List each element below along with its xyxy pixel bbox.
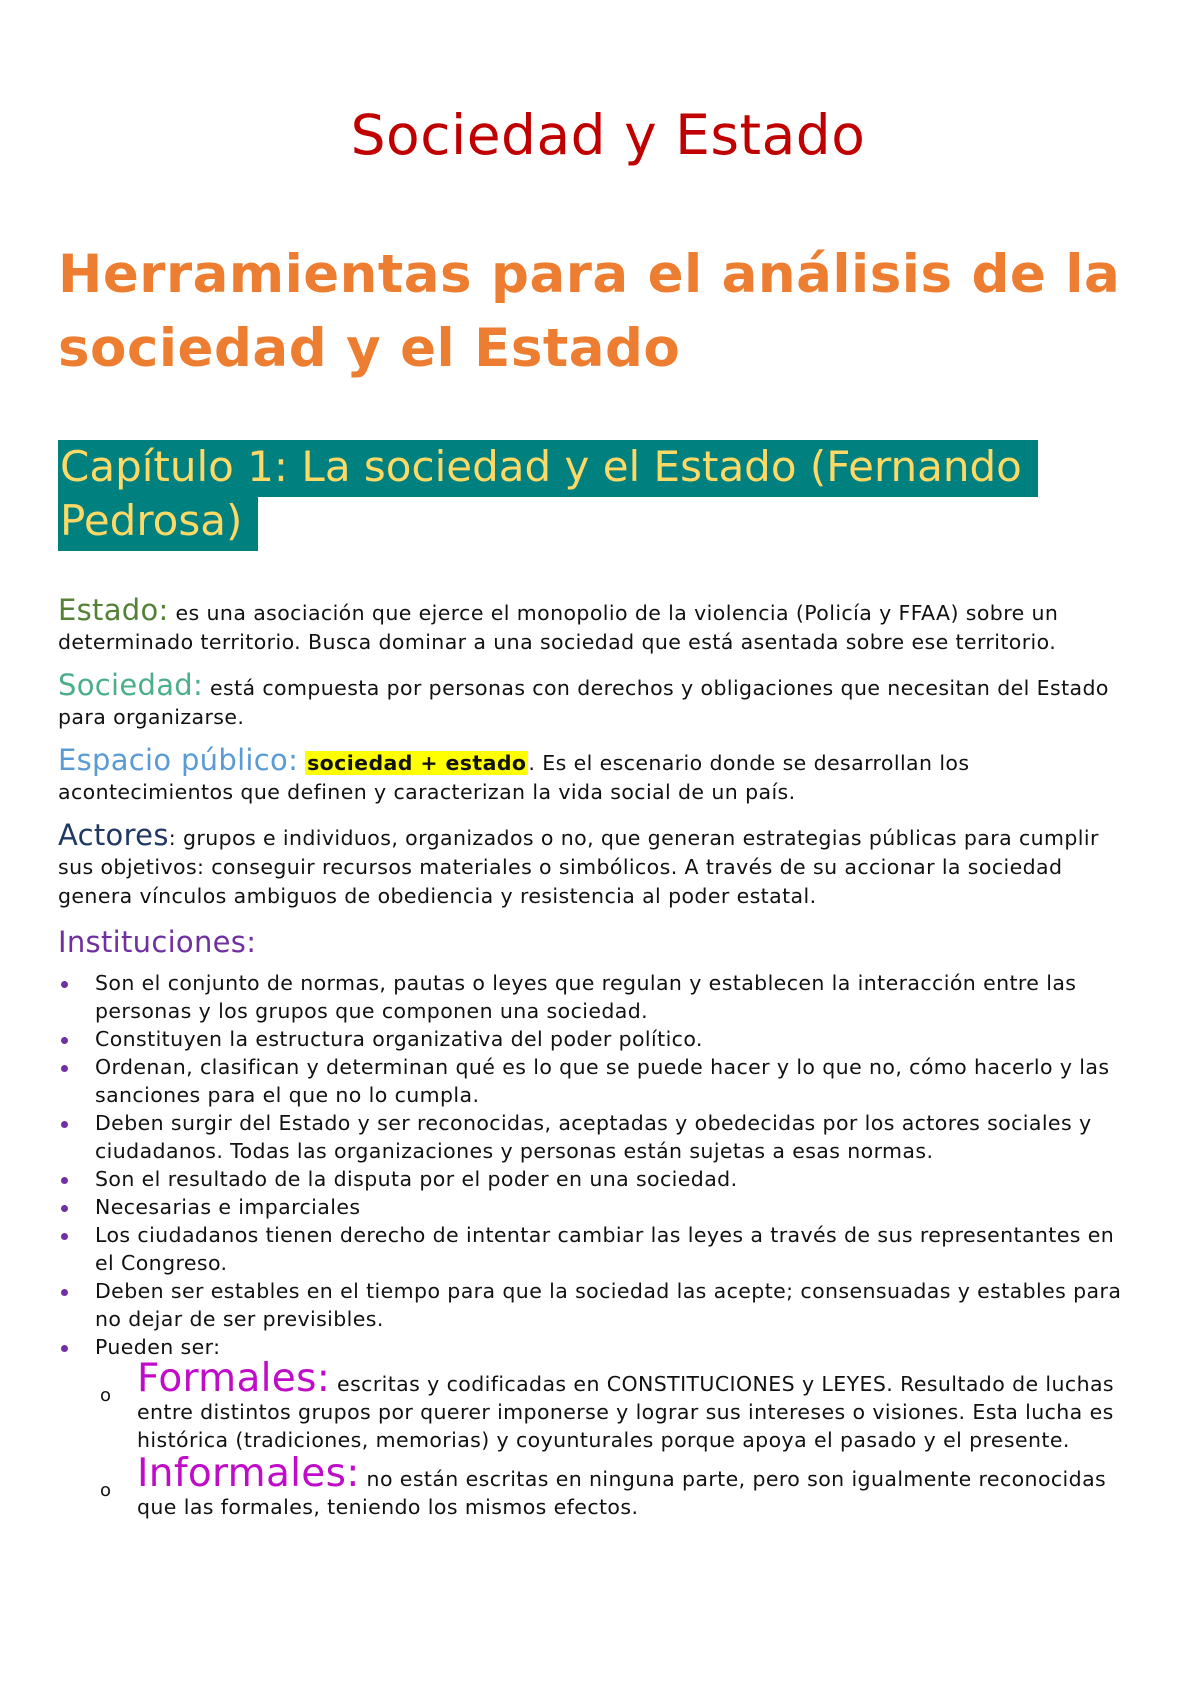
term-estado: Estado: bbox=[58, 593, 169, 627]
document-title: Sociedad y Estado bbox=[350, 103, 866, 167]
term-actores: Actores bbox=[58, 818, 169, 852]
list-item bbox=[58, 969, 1138, 1025]
bullet-dot-icon bbox=[61, 1205, 68, 1212]
list-item-text: Son el conjunto de normas, pautas o leyes que regulan y establecen la interacción entre las personas y los grupos que componen una sociedad. bbox=[95, 971, 1077, 1023]
list-item-text: Ordenan, clasifican y determinan qué es lo que se puede hacer y lo que no, cómo hacerlo y las sanciones para el que no lo cumpla. bbox=[95, 1055, 1110, 1107]
circle-bullet-icon: o bbox=[100, 1480, 112, 1501]
bullet-dot-icon bbox=[61, 1121, 68, 1128]
bullet-dot-icon bbox=[61, 1345, 68, 1352]
definition-espacio-publico bbox=[58, 743, 1138, 807]
bullet-dot-icon bbox=[61, 1037, 68, 1044]
highlighted-formula: sociedad + estado bbox=[307, 751, 527, 775]
list-item-text: Son el resultado de la disputa por el poder en una sociedad. bbox=[95, 1167, 738, 1191]
list-item bbox=[58, 1053, 1138, 1109]
document-subtitle: Herramientas para el análisis de la sociedad y el Estado bbox=[58, 244, 1121, 379]
definition-sociedad bbox=[58, 668, 1138, 732]
bullet-dot-icon bbox=[61, 981, 68, 988]
chapter-heading-text: Capítulo 1: La sociedad y el Estado (Fernando Pedrosa) bbox=[58, 440, 1038, 551]
list-item bbox=[58, 1109, 1138, 1165]
list-item-text: Los ciudadanos tienen derecho de intentar cambiar las leyes a través de sus representantes en el Congreso. bbox=[95, 1223, 1115, 1275]
bullet-dot-icon bbox=[61, 1065, 68, 1072]
list-item bbox=[58, 1025, 1138, 1053]
list-item-text: Pueden ser: bbox=[95, 1335, 221, 1359]
bullet-dot-icon bbox=[61, 1289, 68, 1296]
instituciones-list bbox=[58, 969, 1138, 1521]
list-item-text: Deben ser estables en el tiempo para que la sociedad las acepte; consensuadas y estables para no dejar de ser previsibles. bbox=[95, 1279, 1122, 1331]
definition-espacio-publico-text: . Es el escenario donde se desarrollan los acontecimientos que definen y caracterizan la vida social de un país. bbox=[58, 751, 970, 804]
instituciones-heading: Instituciones: bbox=[58, 925, 257, 959]
definition-estado bbox=[58, 593, 1138, 657]
definition-estado-text: es una asociación que ejerce el monopolio de la violencia (Policía y FFAA) sobre un determinado territorio. Busca dominar a una sociedad que está asentada sobre ese territorio. bbox=[58, 601, 1059, 654]
sublist-item-informales bbox=[95, 1451, 1138, 1521]
chapter-heading bbox=[58, 440, 1158, 548]
list-item bbox=[58, 1333, 1138, 1521]
list-item-text: Deben surgir del Estado y ser reconocidas, aceptadas y obedecidas por los actores sociales y ciudadanos. Todas las organizaciones y personas están sujetas a esas normas. bbox=[95, 1111, 1092, 1163]
sublist-item-formales bbox=[95, 1356, 1138, 1454]
list-item bbox=[58, 1277, 1138, 1333]
list-item-text: Necesarias e imparciales bbox=[95, 1195, 361, 1219]
term-espacio-publico: Espacio público: bbox=[58, 743, 299, 777]
informales-text: no están escritas en ninguna parte, pero son igualmente reconocidas que las formales, teniendo los mismos efectos. bbox=[137, 1467, 1107, 1519]
list-item bbox=[58, 1193, 1138, 1221]
instituciones-sublist bbox=[95, 1356, 1138, 1521]
term-formales: Formales: bbox=[137, 1356, 331, 1401]
definition-sociedad-text: está compuesta por personas con derechos y obligaciones que necesitan del Estado para organizarse. bbox=[58, 676, 1109, 729]
bullet-dot-icon bbox=[61, 1233, 68, 1240]
definition-actores-text: : grupos e individuos, organizados o no, que generan estrategias públicas para cumplir sus objetivos: conseguir recursos materiales o simbólicos. A través de su accionar la sociedad genera vínculos ambiguos de obediencia y resistencia al poder estatal. bbox=[58, 826, 1099, 908]
term-sociedad: Sociedad: bbox=[58, 668, 204, 702]
definitions-section bbox=[58, 593, 1138, 1527]
term-informales: Informales: bbox=[137, 1451, 360, 1496]
list-item bbox=[58, 1221, 1138, 1277]
list-item-text: Constituyen la estructura organizativa del poder político. bbox=[95, 1027, 703, 1051]
bullet-dot-icon bbox=[61, 1177, 68, 1184]
circle-bullet-icon: o bbox=[100, 1385, 112, 1406]
definition-actores bbox=[58, 818, 1138, 911]
list-item bbox=[58, 1165, 1138, 1193]
formales-text: escritas y codificadas en CONSTITUCIONES y LEYES. Resultado de luchas entre distintos grupos por querer imponerse y lograr sus intereses o visiones. Esta lucha es histórica (tradiciones, memorias) y coyunturales porque apoya el pasado y el presente. bbox=[137, 1372, 1115, 1452]
